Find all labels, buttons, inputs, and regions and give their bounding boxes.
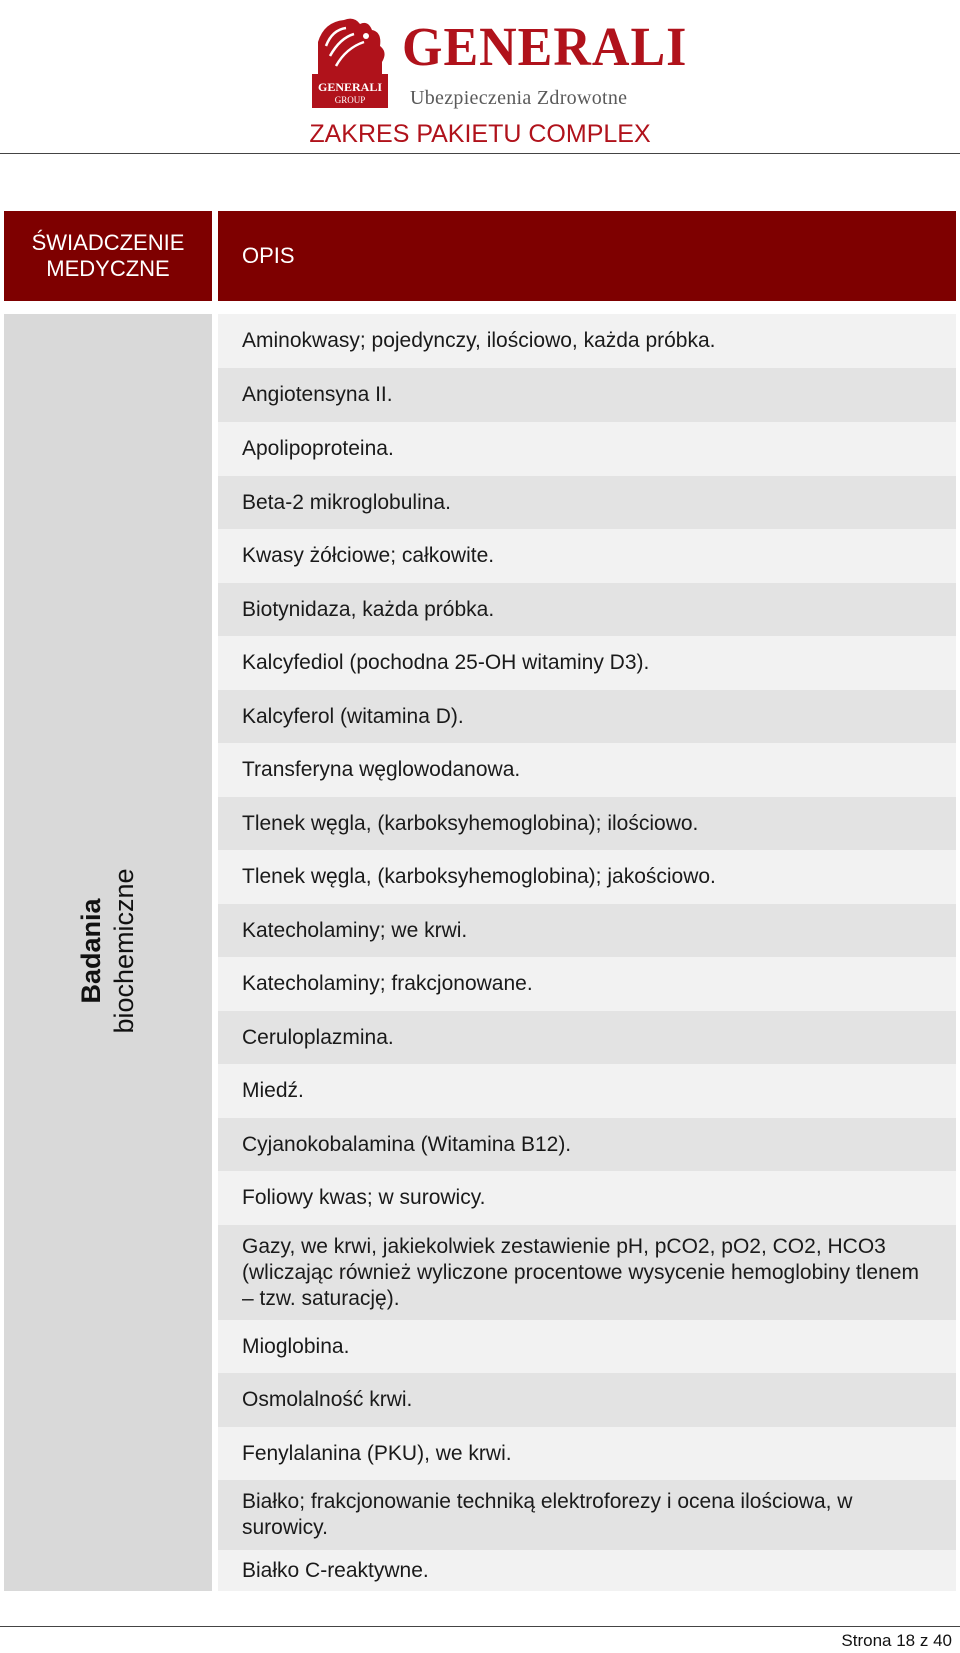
- table-row: Kwasy żółciowe; całkowite.: [218, 529, 956, 583]
- column-header-service-line2: MEDYCZNE: [46, 256, 170, 281]
- category-label-line1: Badania: [76, 898, 106, 1004]
- table-row: Angiotensyna II.: [218, 368, 956, 422]
- category-label: [75, 868, 141, 1033]
- table-row: Gazy, we krwi, jakiekolwiek zestawienie pH, pCO2, pO2, CO2, HCO3 (wliczając również wyliczone procentowe wysycenie hemoglobiny tlenem – tzw. saturację).: [218, 1225, 956, 1320]
- table-row: Cyjanokobalamina (Witamina B12).: [218, 1118, 956, 1171]
- column-header-service-line1: ŚWIADCZENIE: [31, 230, 185, 255]
- logo-wordmark: GENERALI: [402, 17, 688, 78]
- table-row: Apolipoproteina.: [218, 422, 956, 476]
- column-header-description: OPIS: [218, 211, 956, 301]
- generali-logo: [310, 12, 688, 112]
- table-row: Beta-2 mikroglobulina.: [218, 476, 956, 529]
- table-row: Transferyna węglowodanowa.: [218, 743, 956, 797]
- table-row: Osmolalność krwi.: [218, 1373, 956, 1427]
- document-title: ZAKRES PAKIETU COMPLEX: [309, 120, 651, 148]
- logo-badge-line1: GENERALI: [317, 80, 383, 94]
- table-row: Tlenek węgla, (karboksyhemoglobina); jakościowo.: [218, 850, 956, 904]
- table-row: Ceruloplazmina.: [218, 1011, 956, 1064]
- table-row: Kalcyferol (witamina D).: [218, 690, 956, 743]
- table-row: Białko C-reaktywne.: [218, 1550, 956, 1591]
- category-cell: [4, 314, 212, 1591]
- table-row: Katecholaminy; frakcjonowane.: [218, 957, 956, 1011]
- table-row: Aminokwasy; pojedynczy, ilościowo, każda próbka.: [218, 314, 956, 368]
- table-row: Kalcyfediol (pochodna 25-OH witaminy D3).: [218, 636, 956, 690]
- page-number: Strona 18 z 40: [841, 1631, 952, 1650]
- footer-divider: [0, 1626, 960, 1627]
- logo-badge-line2: GROUP: [334, 95, 366, 105]
- logo-subtitle: Ubezpieczenia Zdrowotne: [410, 87, 628, 109]
- table-row: Mioglobina.: [218, 1320, 956, 1373]
- table-row: Tlenek węgla, (karboksyhemoglobina); ilościowo.: [218, 797, 956, 850]
- table-row: Katecholaminy; we krwi.: [218, 904, 956, 957]
- header-divider: [0, 153, 960, 154]
- table-row: Miedź.: [218, 1064, 956, 1118]
- category-label-line2: biochemiczne: [109, 868, 139, 1034]
- column-header-service: [4, 211, 212, 301]
- lion-emblem-icon: [310, 12, 390, 108]
- table-row: Foliowy kwas; w surowicy.: [218, 1171, 956, 1225]
- table-row: Białko; frakcjonowanie techniką elektroforezy i ocena ilościowa, w surowicy.: [218, 1480, 956, 1550]
- table-row: Biotynidaza, każda próbka.: [218, 583, 956, 636]
- table-row: Fenylalanina (PKU), we krwi.: [218, 1427, 956, 1480]
